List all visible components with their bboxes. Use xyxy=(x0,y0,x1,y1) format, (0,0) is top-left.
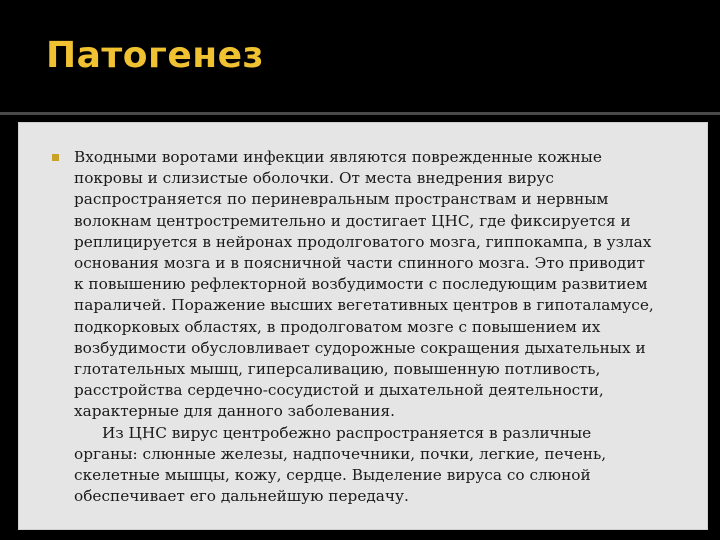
text-line: глотательных мышц, гиперсаливацию, повышенную потливость, xyxy=(74,360,601,379)
slide-title: Патогенез xyxy=(46,35,264,76)
title-bar xyxy=(0,0,720,112)
text-line: органы: слюнные железы, надпочечники, почки, легкие, печень, xyxy=(74,444,607,463)
text-line: скелетные мышцы, кожу, сердце. Выделение вируса со слюной xyxy=(74,466,591,485)
text-line: покровы и слизистые оболочки. От места внедрения вирус xyxy=(74,169,554,188)
bullet-text xyxy=(74,147,684,507)
bullet-square-icon xyxy=(52,154,59,161)
text-line: параличей. Поражение высших вегетативных центров в гипоталамусе, xyxy=(74,296,654,315)
text-line: основания мозга и в поясничной части спинного мозга. Это приводит xyxy=(74,254,645,273)
text-line: к повышению рефлекторной возбудимости с последующим развитием xyxy=(74,275,648,294)
content-panel xyxy=(18,122,708,530)
text-line: волокнам центростремительно и достигает ЦНС, где фиксируется и xyxy=(74,211,631,230)
text-line: подкорковых областях, в продолговатом мозге с повышением их xyxy=(74,317,601,336)
text-line: обеспечивает его дальнейшую передачу. xyxy=(74,487,409,506)
text-line: распространяется по периневральным пространствам и нервным xyxy=(74,190,609,209)
text-line: Из ЦНС вирус центробежно распространяется в различные xyxy=(102,423,592,442)
text-line: Входными воротами инфекции являются поврежденные кожные xyxy=(74,148,602,166)
text-line: характерные для данного заболевания. xyxy=(74,402,395,421)
text-line: расстройства сердечно-сосудистой и дыхательной деятельности, xyxy=(74,381,604,400)
text-line: реплицируется в нейронах продолговатого мозга, гиппокампа, в узлах xyxy=(74,232,652,251)
text-line: возбудимости обусловливает судорожные сокращения дыхательных и xyxy=(74,338,646,357)
title-divider xyxy=(0,112,720,115)
